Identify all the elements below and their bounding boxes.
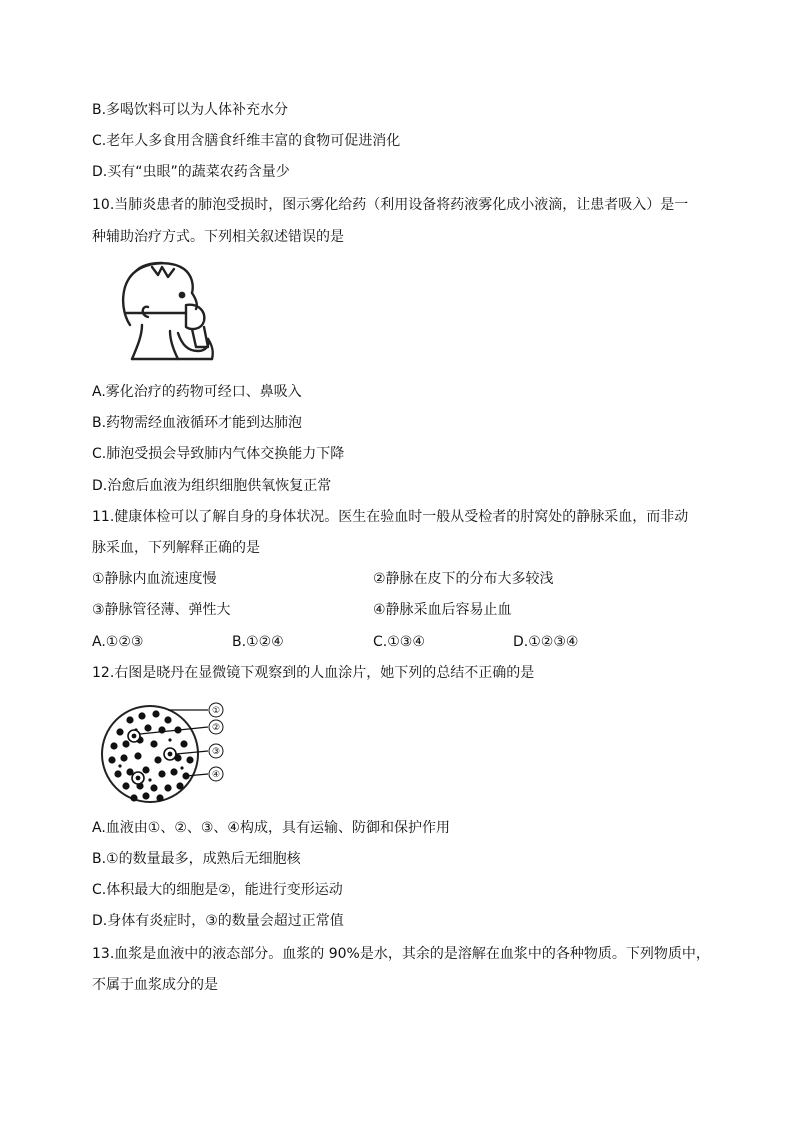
q9-option-c: C.老年人多食用含膳食纤维丰富的食物可促进消化	[92, 133, 401, 149]
q12-option-c: C.体积最大的细胞是②，能进行变形运动	[92, 882, 343, 898]
q12-option-a: A.血液由①、②、③、④构成，具有运输、防御和保护作用	[92, 820, 450, 836]
q11-statement-3: ③静脉管径薄、弹性大	[92, 602, 231, 618]
q11-statement-2: ②静脉在皮下的分布大多较浅	[373, 571, 554, 587]
q9-option-b: B.多喝饮料可以为人体补充水分	[92, 102, 289, 118]
q12-option-b: B.①的数量最多，成熟后无细胞核	[92, 851, 301, 867]
q11-stem-line1: 11.健康体检可以了解自身的身体状况。医生在验血时一般从受检者的肘窝处的静脉采血，而非动	[92, 509, 689, 525]
blood-smear-figure	[100, 700, 235, 808]
q9-option-d: D.买有“虫眼”的蔬菜农药含量少	[92, 164, 290, 180]
q10-stem-line1: 10.当肺炎患者的肺泡受损时，图示雾化给药（利用设备将药液雾化成小液滴，让患者吸入）是一	[92, 197, 689, 213]
blood-smear-micrograph	[100, 700, 235, 808]
q11-option-a: A.①②③	[92, 634, 144, 650]
nebulizer-illustration	[112, 255, 222, 365]
smear-label-2: ②	[211, 723, 221, 733]
q10-option-b: B.药物需经血液循环才能到达肺泡	[92, 415, 303, 431]
q10-option-a: A.雾化治疗的药物可经口、鼻吸入	[92, 384, 302, 400]
q12-stem: 12.右图是晓丹在显微镜下观察到的人血涂片，她下列的总结不正确的是	[92, 665, 535, 681]
q12-option-d: D.身体有炎症时，③的数量会超过正常值	[92, 913, 344, 929]
smear-label-4: ④	[211, 770, 221, 780]
q10-option-d: D.治愈后血液为组织细胞供氧恢复正常	[92, 478, 332, 494]
q13-stem-line1: 13.血浆是血液中的液态部分。血浆的 90%是水，其余的是溶解在血浆中的各种物质。下列物质中，	[92, 946, 710, 962]
smear-label-3: ③	[211, 747, 221, 757]
q11-option-d: D.①②③④	[513, 634, 579, 650]
q11-statement-1: ①静脉内血流速度慢	[92, 571, 217, 587]
q13-stem-line2: 不属于血浆成分的是	[92, 977, 218, 993]
q11-stem-line2: 脉采血，下列解释正确的是	[92, 540, 260, 556]
q11-option-c: C.①③④	[373, 634, 425, 650]
q10-option-c: C.肺泡受损会导致肺内气体交换能力下降	[92, 446, 345, 462]
q10-stem-line2: 种辅助治疗方式。下列相关叙述错误的是	[92, 229, 344, 245]
smear-label-1: ①	[211, 706, 221, 716]
q11-statement-4: ④静脉采血后容易止血	[373, 602, 512, 618]
nebulizer-figure	[112, 255, 222, 365]
q11-option-b: B.①②④	[232, 634, 284, 650]
